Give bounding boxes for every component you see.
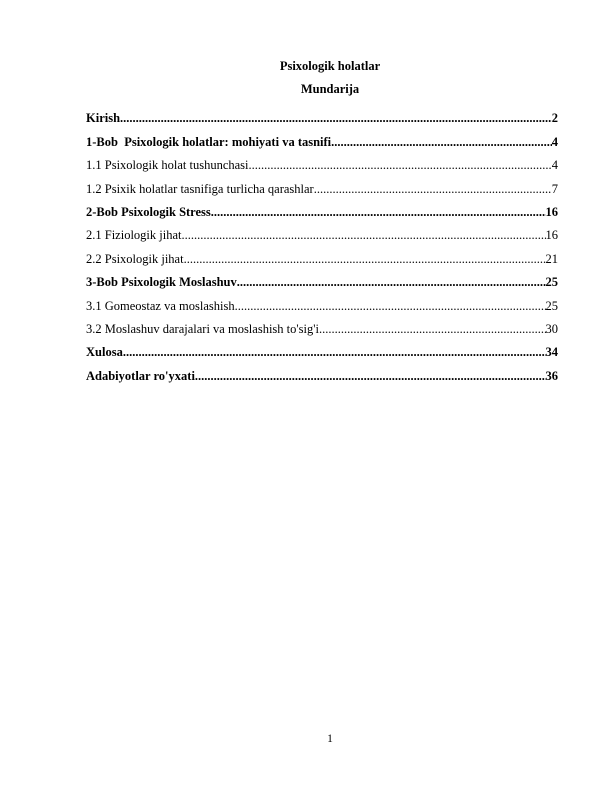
toc-entry-label: Xulosa: [86, 345, 123, 360]
toc-dot-leader: [237, 274, 546, 290]
toc-entry-section-1-1: [86, 150, 558, 173]
toc-entry-page: 25: [545, 298, 558, 313]
toc-entry-label: 3-Bob Psixologik Moslashuv: [86, 275, 237, 290]
toc-entry-page: 25: [545, 275, 558, 290]
toc-entry-chapter-1: [86, 126, 558, 149]
toc-entry-page: 21: [545, 251, 558, 266]
toc-entry-page: 2: [551, 111, 558, 126]
toc-dot-leader: [331, 134, 552, 150]
toc-entry-page: 16: [545, 228, 558, 243]
toc-entry-section-1-2: [86, 173, 558, 196]
toc-entry-page: 16: [545, 204, 558, 219]
toc-entry-section-2-1: [86, 220, 558, 243]
toc-heading: Mundarija: [300, 82, 360, 96]
toc-entry-label: 2.2 Psixologik jihat: [86, 251, 184, 266]
toc-entry-section-2-2: [86, 243, 558, 266]
toc-entry-label: Kirish: [86, 111, 121, 126]
toc-dot-leader: [181, 227, 545, 243]
page-number: 1: [327, 733, 333, 745]
toc-dot-leader: [314, 181, 552, 197]
toc-dot-leader: [319, 321, 546, 337]
toc-entry-section-3-1: [86, 290, 558, 313]
toc-entry-section-3-2: [86, 314, 558, 337]
toc-entry-label: 3.1 Gomeostaz va moslashish: [86, 298, 235, 313]
toc-entry-xulosa: [86, 337, 558, 360]
toc-dot-leader: [211, 204, 546, 220]
toc-entry-page: 30: [545, 321, 558, 336]
toc-entry-label: Adabiyotlar ro'yxati: [86, 368, 195, 383]
document-title: Psixologik holatlar: [279, 59, 381, 73]
toc-dot-leader: [195, 368, 546, 384]
toc-entry-page: 7: [551, 181, 558, 196]
toc-entry-kirish: [86, 103, 558, 126]
toc-dot-leader: [184, 251, 546, 267]
toc-entry-page: 36: [545, 368, 558, 383]
toc-entry-label: 2-Bob Psixologik Stress: [86, 204, 211, 219]
toc-entry-adabiyotlar: [86, 360, 558, 383]
toc-dot-leader: [249, 157, 552, 173]
toc-dot-leader: [235, 298, 546, 314]
toc-entry-page: 4: [551, 158, 558, 173]
toc-dot-leader: [123, 344, 546, 360]
toc-entry-label: 3.2 Moslashuv darajalari va moslashish to'sig'i: [86, 321, 319, 336]
table-of-contents: [86, 103, 558, 384]
toc-entry-label: 2.1 Fiziologik jihat: [86, 228, 182, 243]
toc-entry-chapter-2: [86, 197, 558, 220]
toc-entry-chapter-3: [86, 267, 558, 290]
toc-entry-page: 4: [551, 134, 558, 149]
toc-entry-page: 34: [545, 345, 558, 360]
toc-dot-leader: [120, 110, 552, 126]
toc-entry-label: 1.2 Psixik holatlar tasnifiga turlicha qarashlar: [86, 181, 314, 196]
toc-entry-label: 1-Bob Psixologik holatlar: mohiyati va tasnifi: [86, 134, 332, 149]
toc-entry-label: 1.1 Psixologik holat tushunchasi: [86, 158, 249, 173]
